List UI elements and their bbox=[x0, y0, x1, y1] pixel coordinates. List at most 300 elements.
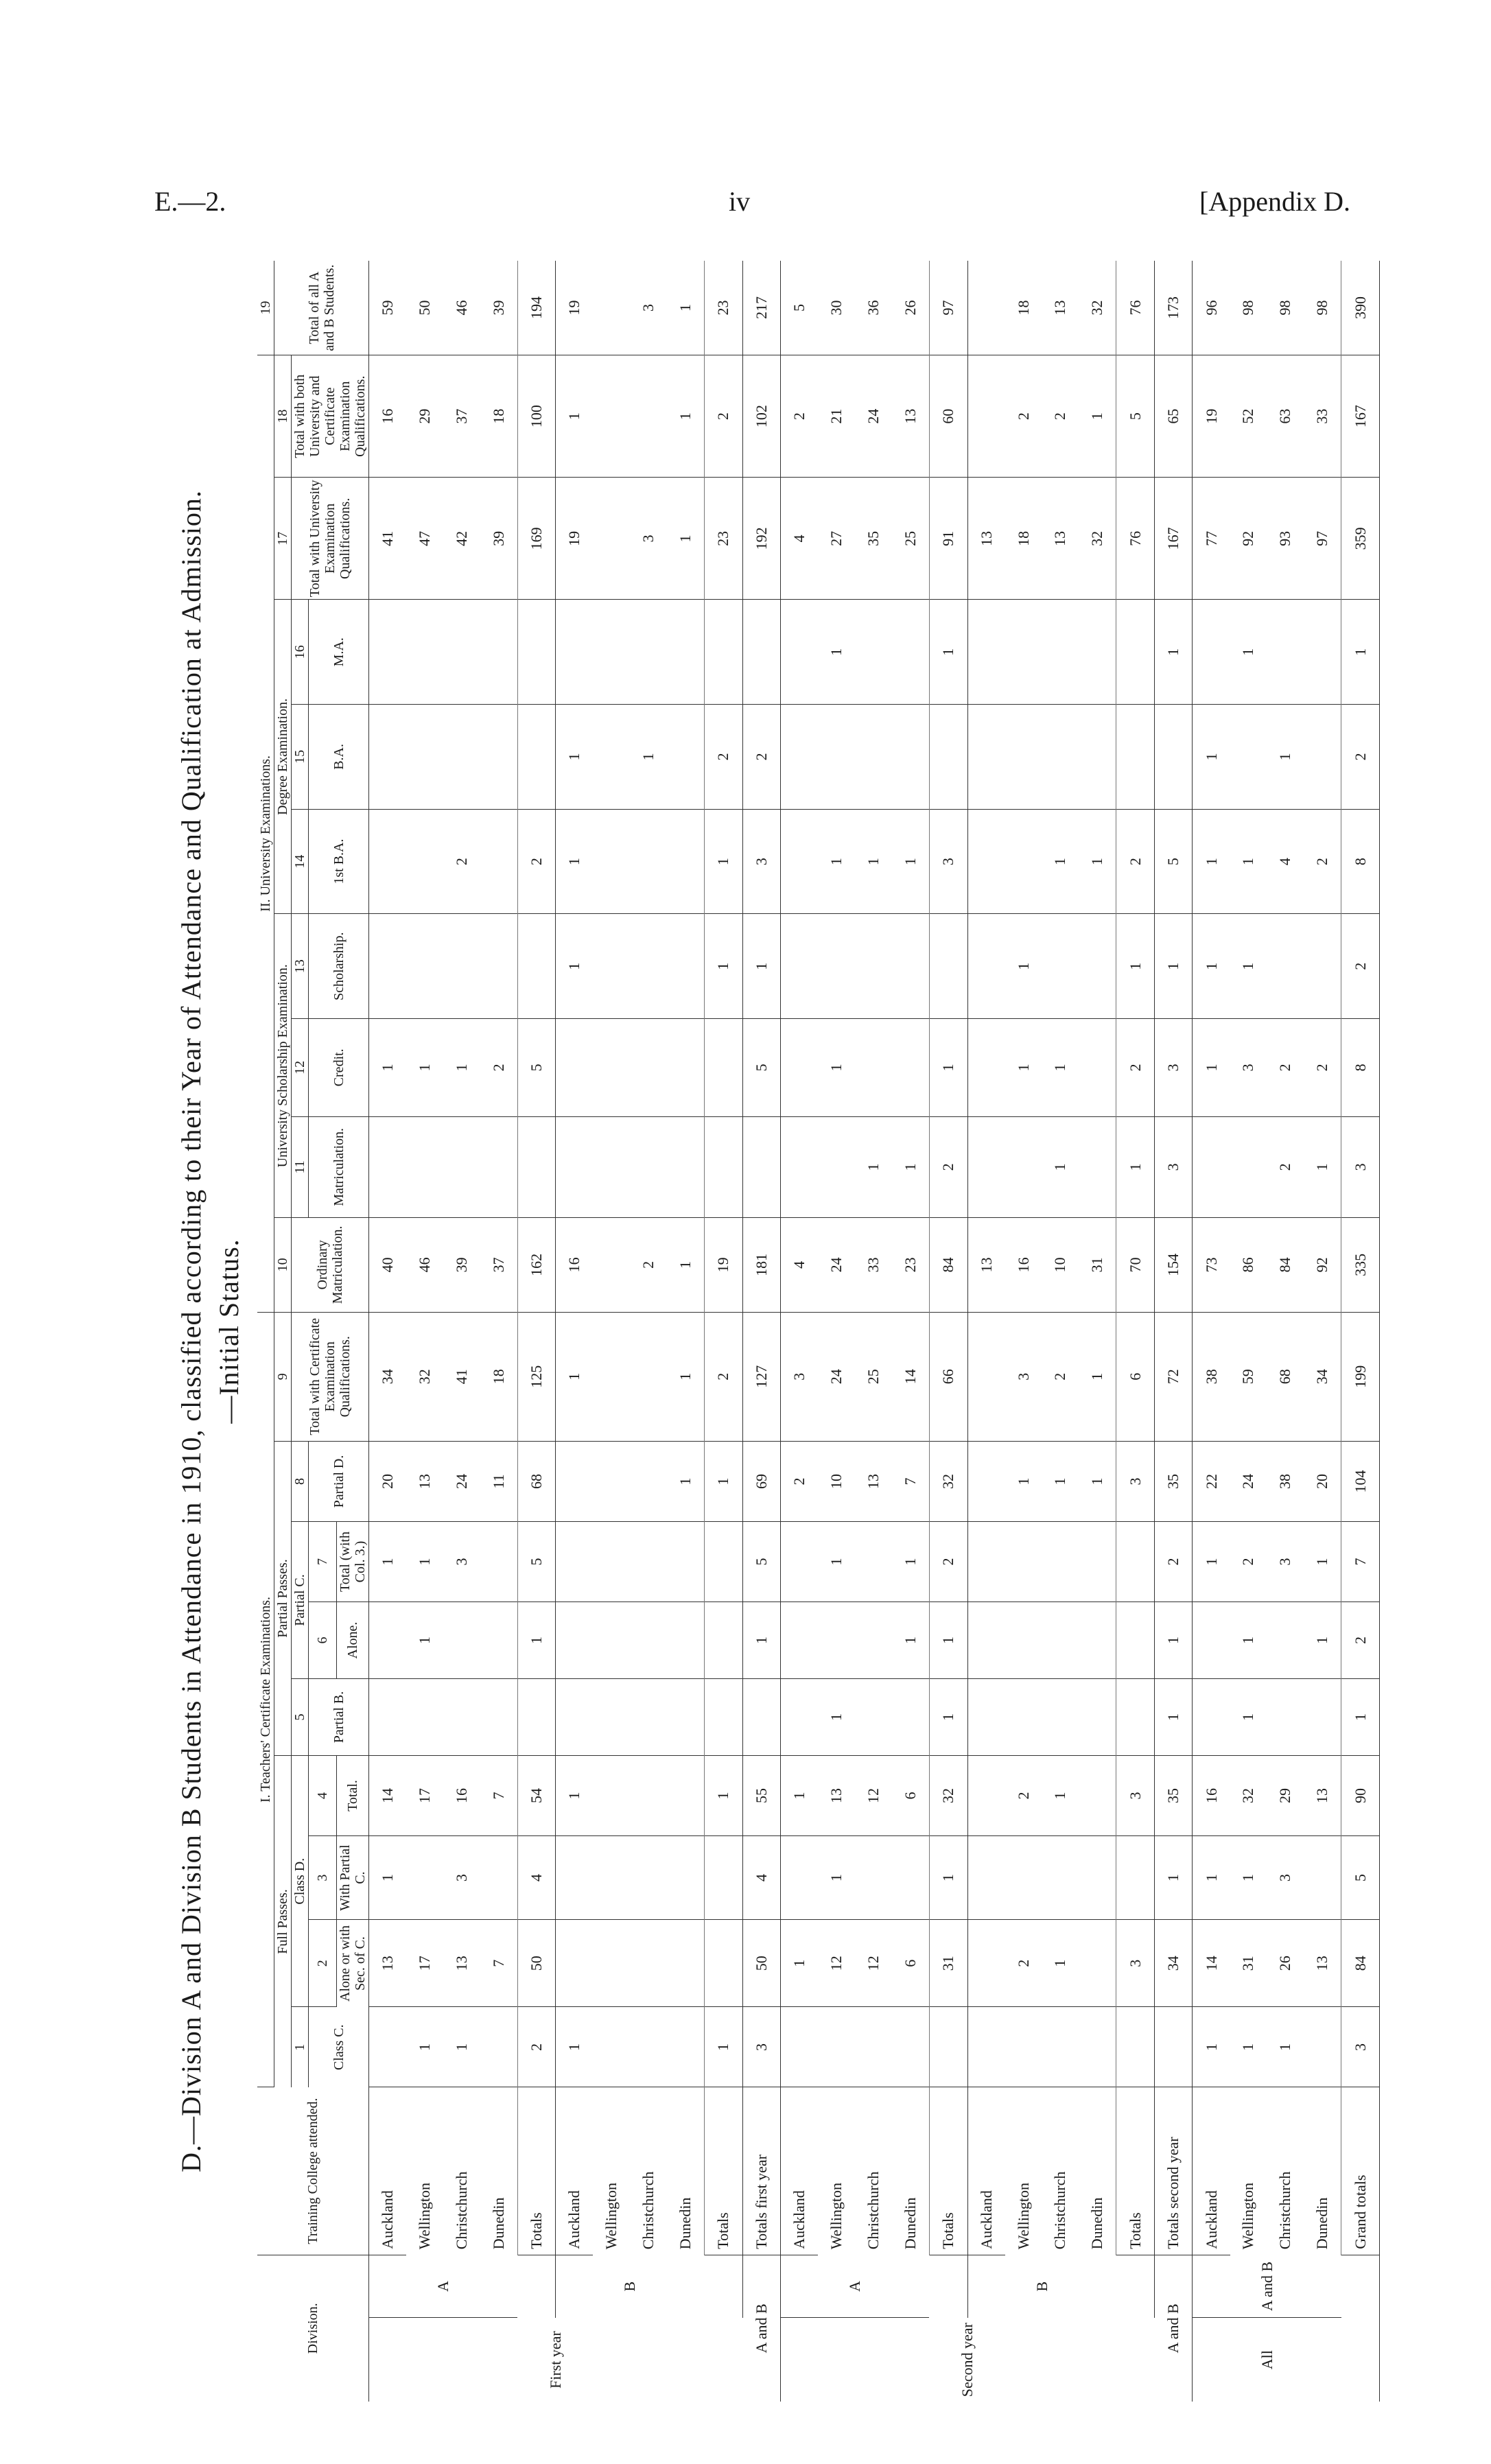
value-cell-col-8: 3 bbox=[1116, 1441, 1155, 1521]
value-cell-col-19: 18 bbox=[1005, 261, 1042, 355]
table-row bbox=[929, 261, 967, 2402]
value-cell-col-5: 1 bbox=[1230, 1679, 1267, 1756]
page-code: E.—2. bbox=[154, 186, 226, 217]
value-cell-col-9: 32 bbox=[406, 1312, 443, 1441]
value-cell-col-6: 1 bbox=[517, 1602, 556, 1679]
value-cell-col-15 bbox=[406, 705, 443, 810]
table-row bbox=[781, 261, 819, 2402]
value-cell-col-18: 21 bbox=[818, 355, 855, 478]
value-cell-col-18: 5 bbox=[1116, 355, 1155, 478]
table-title-line-2: —Initial Status. bbox=[213, 1239, 244, 1424]
value-cell-col-17: 167 bbox=[1154, 478, 1193, 600]
value-cell-col-19: 98 bbox=[1267, 261, 1304, 355]
value-cell-col-3: 1 bbox=[1154, 1836, 1193, 1920]
value-cell-col-14: 1 bbox=[855, 809, 892, 914]
value-cell-col-8: 2 bbox=[781, 1441, 819, 1521]
college-name-cell: Wellington bbox=[1239, 2183, 1257, 2250]
value-cell-col-18: 65 bbox=[1154, 355, 1193, 478]
value-cell-col-19: 194 bbox=[517, 261, 556, 355]
value-cell-col-9: 3 bbox=[1005, 1312, 1042, 1441]
value-cell-col-7 bbox=[1005, 1522, 1042, 1602]
table-row bbox=[369, 261, 407, 2402]
value-cell-col-14: 5 bbox=[1154, 809, 1193, 914]
value-cell-col-12: 2 bbox=[1267, 1019, 1304, 1117]
value-cell-col-1 bbox=[855, 2007, 892, 2087]
value-cell-col-1 bbox=[818, 2007, 855, 2087]
col-9-header: Total with Certificate Examination Qualifications. bbox=[292, 1312, 369, 1441]
value-cell-col-7: 2 bbox=[1230, 1522, 1267, 1602]
value-cell-col-3 bbox=[1079, 1836, 1116, 1920]
spacer-cell bbox=[929, 2255, 967, 2318]
value-cell-col-10: 23 bbox=[892, 1218, 930, 1312]
value-cell-col-2: 12 bbox=[818, 1920, 855, 2007]
value-cell-col-13 bbox=[369, 914, 407, 1019]
value-cell-col-2 bbox=[593, 1920, 630, 2007]
value-cell-col-5 bbox=[855, 1679, 892, 1756]
value-cell-col-2: 31 bbox=[929, 1920, 967, 2007]
value-cell-col-14: 2 bbox=[443, 809, 480, 914]
table-row bbox=[517, 261, 556, 2402]
value-cell-col-18: 2 bbox=[1042, 355, 1079, 478]
value-cell-col-10: 33 bbox=[855, 1218, 892, 1312]
value-cell-col-5 bbox=[517, 1679, 556, 1756]
value-cell-col-14 bbox=[667, 809, 705, 914]
value-cell-col-9 bbox=[967, 1312, 1005, 1441]
value-cell-col-1: 1 bbox=[443, 2007, 480, 2087]
value-cell-col-13: 2 bbox=[1341, 914, 1380, 1019]
value-cell-col-11 bbox=[1193, 1116, 1230, 1218]
value-cell-col-18: 37 bbox=[443, 355, 480, 478]
value-cell-col-15 bbox=[369, 705, 407, 810]
value-cell-col-7: 7 bbox=[1341, 1522, 1380, 1602]
value-cell-col-17: 92 bbox=[1230, 478, 1267, 600]
spacer-cell bbox=[704, 2255, 742, 2318]
value-cell-col-10: 40 bbox=[369, 1218, 407, 1312]
value-cell-col-6: 1 bbox=[929, 1602, 967, 1679]
value-cell-col-11: 1 bbox=[1042, 1116, 1079, 1218]
value-cell-col-14: 1 bbox=[818, 809, 855, 914]
value-cell-col-16: 1 bbox=[1341, 600, 1380, 705]
value-cell-col-1: 3 bbox=[1341, 2007, 1380, 2087]
value-cell-col-3: 1 bbox=[1193, 1836, 1230, 1920]
value-cell-col-7 bbox=[967, 1522, 1005, 1602]
value-cell-col-2: 26 bbox=[1267, 1920, 1304, 2007]
value-cell-col-8: 104 bbox=[1341, 1441, 1380, 1521]
value-cell-col-19: 30 bbox=[818, 261, 855, 355]
value-cell-col-12: 1 bbox=[929, 1019, 967, 1117]
value-cell-col-2: 2 bbox=[1005, 1920, 1042, 2007]
table-row bbox=[556, 261, 594, 2402]
value-cell-col-19: 59 bbox=[369, 261, 407, 355]
value-cell-col-17: 4 bbox=[781, 478, 819, 600]
value-cell-col-3: 1 bbox=[369, 1836, 407, 1920]
value-cell-col-11 bbox=[781, 1116, 819, 1218]
value-cell-col-3: 1 bbox=[929, 1836, 967, 1920]
value-cell-col-10: 37 bbox=[480, 1218, 518, 1312]
value-cell-col-1 bbox=[1154, 2007, 1193, 2087]
value-cell-col-1 bbox=[1042, 2007, 1079, 2087]
col-6-header: Alone. bbox=[337, 1602, 369, 1679]
value-cell-col-16: 1 bbox=[1154, 600, 1193, 705]
value-cell-col-10: 181 bbox=[742, 1218, 781, 1312]
value-cell-col-9: 3 bbox=[781, 1312, 819, 1441]
value-cell-col-12 bbox=[892, 1019, 930, 1117]
students-table bbox=[257, 261, 1380, 2402]
col-16-header: M.A. bbox=[309, 600, 369, 705]
value-cell-col-11 bbox=[1005, 1116, 1042, 1218]
value-cell-col-18: 1 bbox=[667, 355, 705, 478]
second-year-label: Second year bbox=[959, 2323, 976, 2397]
col-10-header: Ordinary Matriculation. bbox=[292, 1218, 369, 1312]
value-cell-col-10: 2 bbox=[630, 1218, 667, 1312]
value-cell-col-9: 24 bbox=[818, 1312, 855, 1441]
value-cell-col-16 bbox=[369, 600, 407, 705]
value-cell-col-6 bbox=[818, 1602, 855, 1679]
division-a-label: A bbox=[369, 2255, 518, 2318]
colnum-9: 9 bbox=[274, 1312, 292, 1441]
value-cell-col-13 bbox=[929, 914, 967, 1019]
value-cell-col-4: 6 bbox=[892, 1755, 930, 1835]
value-cell-col-7: 2 bbox=[1154, 1522, 1193, 1602]
value-cell-col-14 bbox=[369, 809, 407, 914]
value-cell-col-12: 8 bbox=[1341, 1019, 1380, 1117]
value-cell-col-4: 17 bbox=[406, 1755, 443, 1835]
value-cell-col-14: 1 bbox=[1193, 809, 1230, 914]
rotated-table-page bbox=[175, 261, 1369, 2402]
table-row bbox=[406, 261, 443, 2402]
value-cell-col-6: 1 bbox=[1304, 1602, 1341, 1679]
value-cell-col-4: 55 bbox=[742, 1755, 781, 1835]
value-cell-col-1 bbox=[480, 2007, 518, 2087]
value-cell-col-6 bbox=[1079, 1602, 1116, 1679]
value-cell-col-13 bbox=[1267, 914, 1304, 1019]
col-14-header: 1st B.A. bbox=[309, 809, 369, 914]
value-cell-col-13 bbox=[630, 914, 667, 1019]
value-cell-col-17: 23 bbox=[704, 478, 742, 600]
value-cell-col-14: 1 bbox=[556, 809, 594, 914]
value-cell-col-17: 97 bbox=[1304, 478, 1341, 600]
table-row bbox=[1230, 261, 1267, 2402]
all-sub-label: A and B bbox=[1193, 2255, 1341, 2318]
value-cell-col-8: 38 bbox=[1267, 1441, 1304, 1521]
value-cell-col-5 bbox=[593, 1679, 630, 1756]
value-cell-col-16 bbox=[1267, 600, 1304, 705]
value-cell-col-14: 2 bbox=[517, 809, 556, 914]
value-cell-col-17: 93 bbox=[1267, 478, 1304, 600]
value-cell-col-17: 359 bbox=[1341, 478, 1380, 600]
value-cell-col-2: 1 bbox=[781, 1920, 819, 2007]
value-cell-col-15: 1 bbox=[630, 705, 667, 810]
value-cell-col-6 bbox=[630, 1602, 667, 1679]
value-cell-col-12: 1 bbox=[406, 1019, 443, 1117]
value-cell-col-16 bbox=[1005, 600, 1042, 705]
value-cell-col-16 bbox=[667, 600, 705, 705]
value-cell-col-2 bbox=[556, 1920, 594, 2007]
value-cell-col-19: 39 bbox=[480, 261, 518, 355]
colnum-10: 10 bbox=[274, 1218, 292, 1312]
value-cell-col-14: 1 bbox=[1079, 809, 1116, 914]
value-cell-col-5 bbox=[742, 1679, 781, 1756]
value-cell-col-15: 2 bbox=[1341, 705, 1380, 810]
table-row bbox=[1116, 261, 1155, 2402]
value-cell-col-5 bbox=[781, 1679, 819, 1756]
value-cell-col-11: 3 bbox=[1341, 1116, 1380, 1218]
value-cell-col-12 bbox=[630, 1019, 667, 1117]
value-cell-col-13: 1 bbox=[1193, 914, 1230, 1019]
value-cell-col-14 bbox=[967, 809, 1005, 914]
value-cell-col-5 bbox=[1304, 1679, 1341, 1756]
value-cell-col-3: 4 bbox=[742, 1836, 781, 1920]
value-cell-col-11 bbox=[517, 1116, 556, 1218]
value-cell-col-1: 1 bbox=[1193, 2007, 1230, 2087]
value-cell-col-13 bbox=[818, 914, 855, 1019]
value-cell-col-1 bbox=[892, 2007, 930, 2087]
value-cell-col-19 bbox=[967, 261, 1005, 355]
value-cell-col-12 bbox=[593, 1019, 630, 1117]
value-cell-col-18: 52 bbox=[1230, 355, 1267, 478]
college-name-cell: Grand totals bbox=[1341, 2087, 1380, 2255]
table-row bbox=[630, 261, 667, 2402]
value-cell-col-19: 36 bbox=[855, 261, 892, 355]
class-d-header: Class D. bbox=[292, 1755, 309, 2006]
colnum-19: 19 bbox=[257, 261, 274, 355]
table-row bbox=[1005, 261, 1042, 2402]
value-cell-col-9: 34 bbox=[1304, 1312, 1341, 1441]
value-cell-col-5 bbox=[480, 1679, 518, 1756]
value-cell-col-16 bbox=[781, 600, 819, 705]
value-cell-col-9: 41 bbox=[443, 1312, 480, 1441]
colnum-14: 14 bbox=[292, 809, 309, 914]
value-cell-col-9: 1 bbox=[667, 1312, 705, 1441]
value-cell-col-13: 1 bbox=[1230, 914, 1267, 1019]
value-cell-col-14 bbox=[406, 809, 443, 914]
value-cell-col-13 bbox=[406, 914, 443, 1019]
value-cell-col-19: 98 bbox=[1230, 261, 1267, 355]
value-cell-col-9: 25 bbox=[855, 1312, 892, 1441]
college-name-cell: Wellington bbox=[827, 2183, 845, 2250]
value-cell-col-10: 92 bbox=[1304, 1218, 1341, 1312]
value-cell-col-5 bbox=[369, 1679, 407, 1756]
value-cell-col-13 bbox=[781, 914, 819, 1019]
value-cell-col-5: 1 bbox=[818, 1679, 855, 1756]
value-cell-col-18: 63 bbox=[1267, 355, 1304, 478]
value-cell-col-12: 1 bbox=[1193, 1019, 1230, 1117]
value-cell-col-13 bbox=[1304, 914, 1341, 1019]
value-cell-col-17: 19 bbox=[556, 478, 594, 600]
value-cell-col-7 bbox=[1042, 1522, 1079, 1602]
col-8-header: Partial D. bbox=[309, 1441, 369, 1521]
value-cell-col-6 bbox=[781, 1602, 819, 1679]
value-cell-col-8: 69 bbox=[742, 1441, 781, 1521]
value-cell-col-9: 72 bbox=[1154, 1312, 1193, 1441]
value-cell-col-10: 335 bbox=[1341, 1218, 1380, 1312]
table-title bbox=[175, 261, 245, 2402]
value-cell-col-11 bbox=[480, 1116, 518, 1218]
value-cell-col-11 bbox=[742, 1116, 781, 1218]
value-cell-col-19: 98 bbox=[1304, 261, 1341, 355]
value-cell-col-12 bbox=[667, 1019, 705, 1117]
value-cell-col-14: 4 bbox=[1267, 809, 1304, 914]
value-cell-col-19: 217 bbox=[742, 261, 781, 355]
value-cell-col-8: 13 bbox=[406, 1441, 443, 1521]
value-cell-col-6: 1 bbox=[406, 1602, 443, 1679]
value-cell-col-6: 2 bbox=[1341, 1602, 1380, 1679]
value-cell-col-5 bbox=[1193, 1679, 1230, 1756]
value-cell-col-15 bbox=[1005, 705, 1042, 810]
value-cell-col-12 bbox=[1079, 1019, 1116, 1117]
value-cell-col-14 bbox=[1005, 809, 1042, 914]
table-body bbox=[369, 261, 1380, 2402]
value-cell-col-17: 77 bbox=[1193, 478, 1230, 600]
value-cell-col-3 bbox=[967, 1836, 1005, 1920]
value-cell-col-16 bbox=[406, 600, 443, 705]
colnum-15: 15 bbox=[292, 705, 309, 810]
value-cell-col-18: 1 bbox=[556, 355, 594, 478]
value-cell-col-1 bbox=[967, 2007, 1005, 2087]
value-cell-col-18: 1 bbox=[1079, 355, 1116, 478]
value-cell-col-12: 1 bbox=[818, 1019, 855, 1117]
value-cell-col-4 bbox=[1079, 1755, 1116, 1835]
page-number: iv bbox=[729, 186, 751, 217]
value-cell-col-18 bbox=[967, 355, 1005, 478]
degree-exam-header: Degree Examination. bbox=[274, 600, 292, 914]
value-cell-col-12 bbox=[556, 1019, 594, 1117]
value-cell-col-19: 5 bbox=[781, 261, 819, 355]
value-cell-col-5: 1 bbox=[1154, 1679, 1193, 1756]
appendix-label: [Appendix D. bbox=[1199, 186, 1350, 217]
value-cell-col-4 bbox=[593, 1755, 630, 1835]
value-cell-col-13: 1 bbox=[1116, 914, 1155, 1019]
value-cell-col-2: 6 bbox=[892, 1920, 930, 2007]
table-title-line-1: D.—Division A and Division B Students in Attendance in 1910, classified according to their Year of Attendance and Qualification at Admission. bbox=[176, 490, 207, 2172]
value-cell-col-11 bbox=[593, 1116, 630, 1218]
value-cell-col-12 bbox=[855, 1019, 892, 1117]
value-cell-col-5 bbox=[1042, 1679, 1079, 1756]
college-name-cell: Christchurch bbox=[864, 2171, 882, 2250]
value-cell-col-6 bbox=[593, 1602, 630, 1679]
value-cell-col-7: 1 bbox=[406, 1522, 443, 1602]
value-cell-col-2 bbox=[667, 1920, 705, 2007]
table-row bbox=[1042, 261, 1079, 2402]
value-cell-col-7 bbox=[781, 1522, 819, 1602]
value-cell-col-5 bbox=[556, 1679, 594, 1756]
value-cell-col-10: 4 bbox=[781, 1218, 819, 1312]
value-cell-col-13: 1 bbox=[1154, 914, 1193, 1019]
value-cell-col-16 bbox=[1042, 600, 1079, 705]
value-cell-col-2: 14 bbox=[1193, 1920, 1230, 2007]
value-cell-col-19: 13 bbox=[1042, 261, 1079, 355]
table-row bbox=[667, 261, 705, 2402]
value-cell-col-13 bbox=[593, 914, 630, 1019]
value-cell-col-10: 162 bbox=[517, 1218, 556, 1312]
value-cell-col-11: 2 bbox=[1267, 1116, 1304, 1218]
value-cell-col-3 bbox=[667, 1836, 705, 1920]
value-cell-col-14: 1 bbox=[1230, 809, 1267, 914]
value-cell-col-3 bbox=[1304, 1836, 1341, 1920]
value-cell-col-2: 12 bbox=[855, 1920, 892, 2007]
value-cell-col-14: 2 bbox=[1304, 809, 1341, 914]
value-cell-col-17: 39 bbox=[480, 478, 518, 600]
value-cell-col-9: 2 bbox=[704, 1312, 742, 1441]
value-cell-col-7: 1 bbox=[1193, 1522, 1230, 1602]
colnum-3: 3 bbox=[309, 1836, 337, 1920]
value-cell-col-19: 3 bbox=[630, 261, 667, 355]
value-cell-col-4: 90 bbox=[1341, 1755, 1380, 1835]
value-cell-col-17: 27 bbox=[818, 478, 855, 600]
value-cell-col-8: 7 bbox=[892, 1441, 930, 1521]
value-cell-col-4: 1 bbox=[556, 1755, 594, 1835]
value-cell-col-3 bbox=[892, 1836, 930, 1920]
value-cell-col-14: 1 bbox=[892, 809, 930, 914]
value-cell-col-18: 13 bbox=[892, 355, 930, 478]
value-cell-col-6: 1 bbox=[1230, 1602, 1267, 1679]
value-cell-col-9: 34 bbox=[369, 1312, 407, 1441]
value-cell-col-13: 1 bbox=[742, 914, 781, 1019]
value-cell-col-9: 14 bbox=[892, 1312, 930, 1441]
value-cell-col-6 bbox=[556, 1602, 594, 1679]
value-cell-col-16 bbox=[480, 600, 518, 705]
value-cell-col-4: 35 bbox=[1154, 1755, 1193, 1835]
value-cell-col-15 bbox=[593, 705, 630, 810]
all-label: All bbox=[1258, 2350, 1276, 2370]
colnum-5: 5 bbox=[292, 1679, 309, 1756]
value-cell-col-12: 2 bbox=[480, 1019, 518, 1117]
value-cell-col-19: 96 bbox=[1193, 261, 1230, 355]
value-cell-col-14 bbox=[781, 809, 819, 914]
value-cell-col-4: 32 bbox=[929, 1755, 967, 1835]
value-cell-col-17: 1 bbox=[667, 478, 705, 600]
value-cell-col-7 bbox=[1079, 1522, 1116, 1602]
value-cell-col-6 bbox=[704, 1602, 742, 1679]
college-name-cell: Christchurch bbox=[639, 2171, 657, 2250]
value-cell-col-13 bbox=[667, 914, 705, 1019]
value-cell-col-5 bbox=[1116, 1679, 1155, 1756]
value-cell-col-3 bbox=[630, 1836, 667, 1920]
value-cell-col-8: 22 bbox=[1193, 1441, 1230, 1521]
value-cell-col-12: 1 bbox=[1005, 1019, 1042, 1117]
value-cell-col-5 bbox=[967, 1679, 1005, 1756]
value-cell-col-18: 2 bbox=[781, 355, 819, 478]
value-cell-col-17 bbox=[593, 478, 630, 600]
value-cell-col-16 bbox=[556, 600, 594, 705]
value-cell-col-11 bbox=[406, 1116, 443, 1218]
value-cell-col-4: 32 bbox=[1230, 1755, 1267, 1835]
value-cell-col-3 bbox=[1042, 1836, 1079, 1920]
value-cell-col-11 bbox=[556, 1116, 594, 1218]
value-cell-col-13 bbox=[443, 914, 480, 1019]
value-cell-col-9: 6 bbox=[1116, 1312, 1155, 1441]
value-cell-col-4: 1 bbox=[704, 1755, 742, 1835]
value-cell-col-10: 24 bbox=[818, 1218, 855, 1312]
value-cell-col-11: 2 bbox=[929, 1116, 967, 1218]
col-3-header: With Partial C. bbox=[337, 1836, 369, 1920]
value-cell-col-16 bbox=[967, 600, 1005, 705]
college-name-cell: Totals first year bbox=[742, 2087, 781, 2255]
value-cell-col-9 bbox=[630, 1312, 667, 1441]
value-cell-col-12 bbox=[704, 1019, 742, 1117]
value-cell-col-10: 19 bbox=[704, 1218, 742, 1312]
value-cell-col-11 bbox=[1079, 1116, 1116, 1218]
value-cell-col-1: 1 bbox=[406, 2007, 443, 2087]
value-cell-col-8: 24 bbox=[1230, 1441, 1267, 1521]
value-cell-col-17: 42 bbox=[443, 478, 480, 600]
division-b-label: B bbox=[1033, 2281, 1050, 2292]
value-cell-col-4: 2 bbox=[1005, 1755, 1042, 1835]
value-cell-col-1 bbox=[369, 2007, 407, 2087]
colnum-7: 7 bbox=[309, 1522, 337, 1602]
division-a-label: A bbox=[781, 2255, 930, 2318]
spacer-cell bbox=[1341, 2255, 1380, 2402]
